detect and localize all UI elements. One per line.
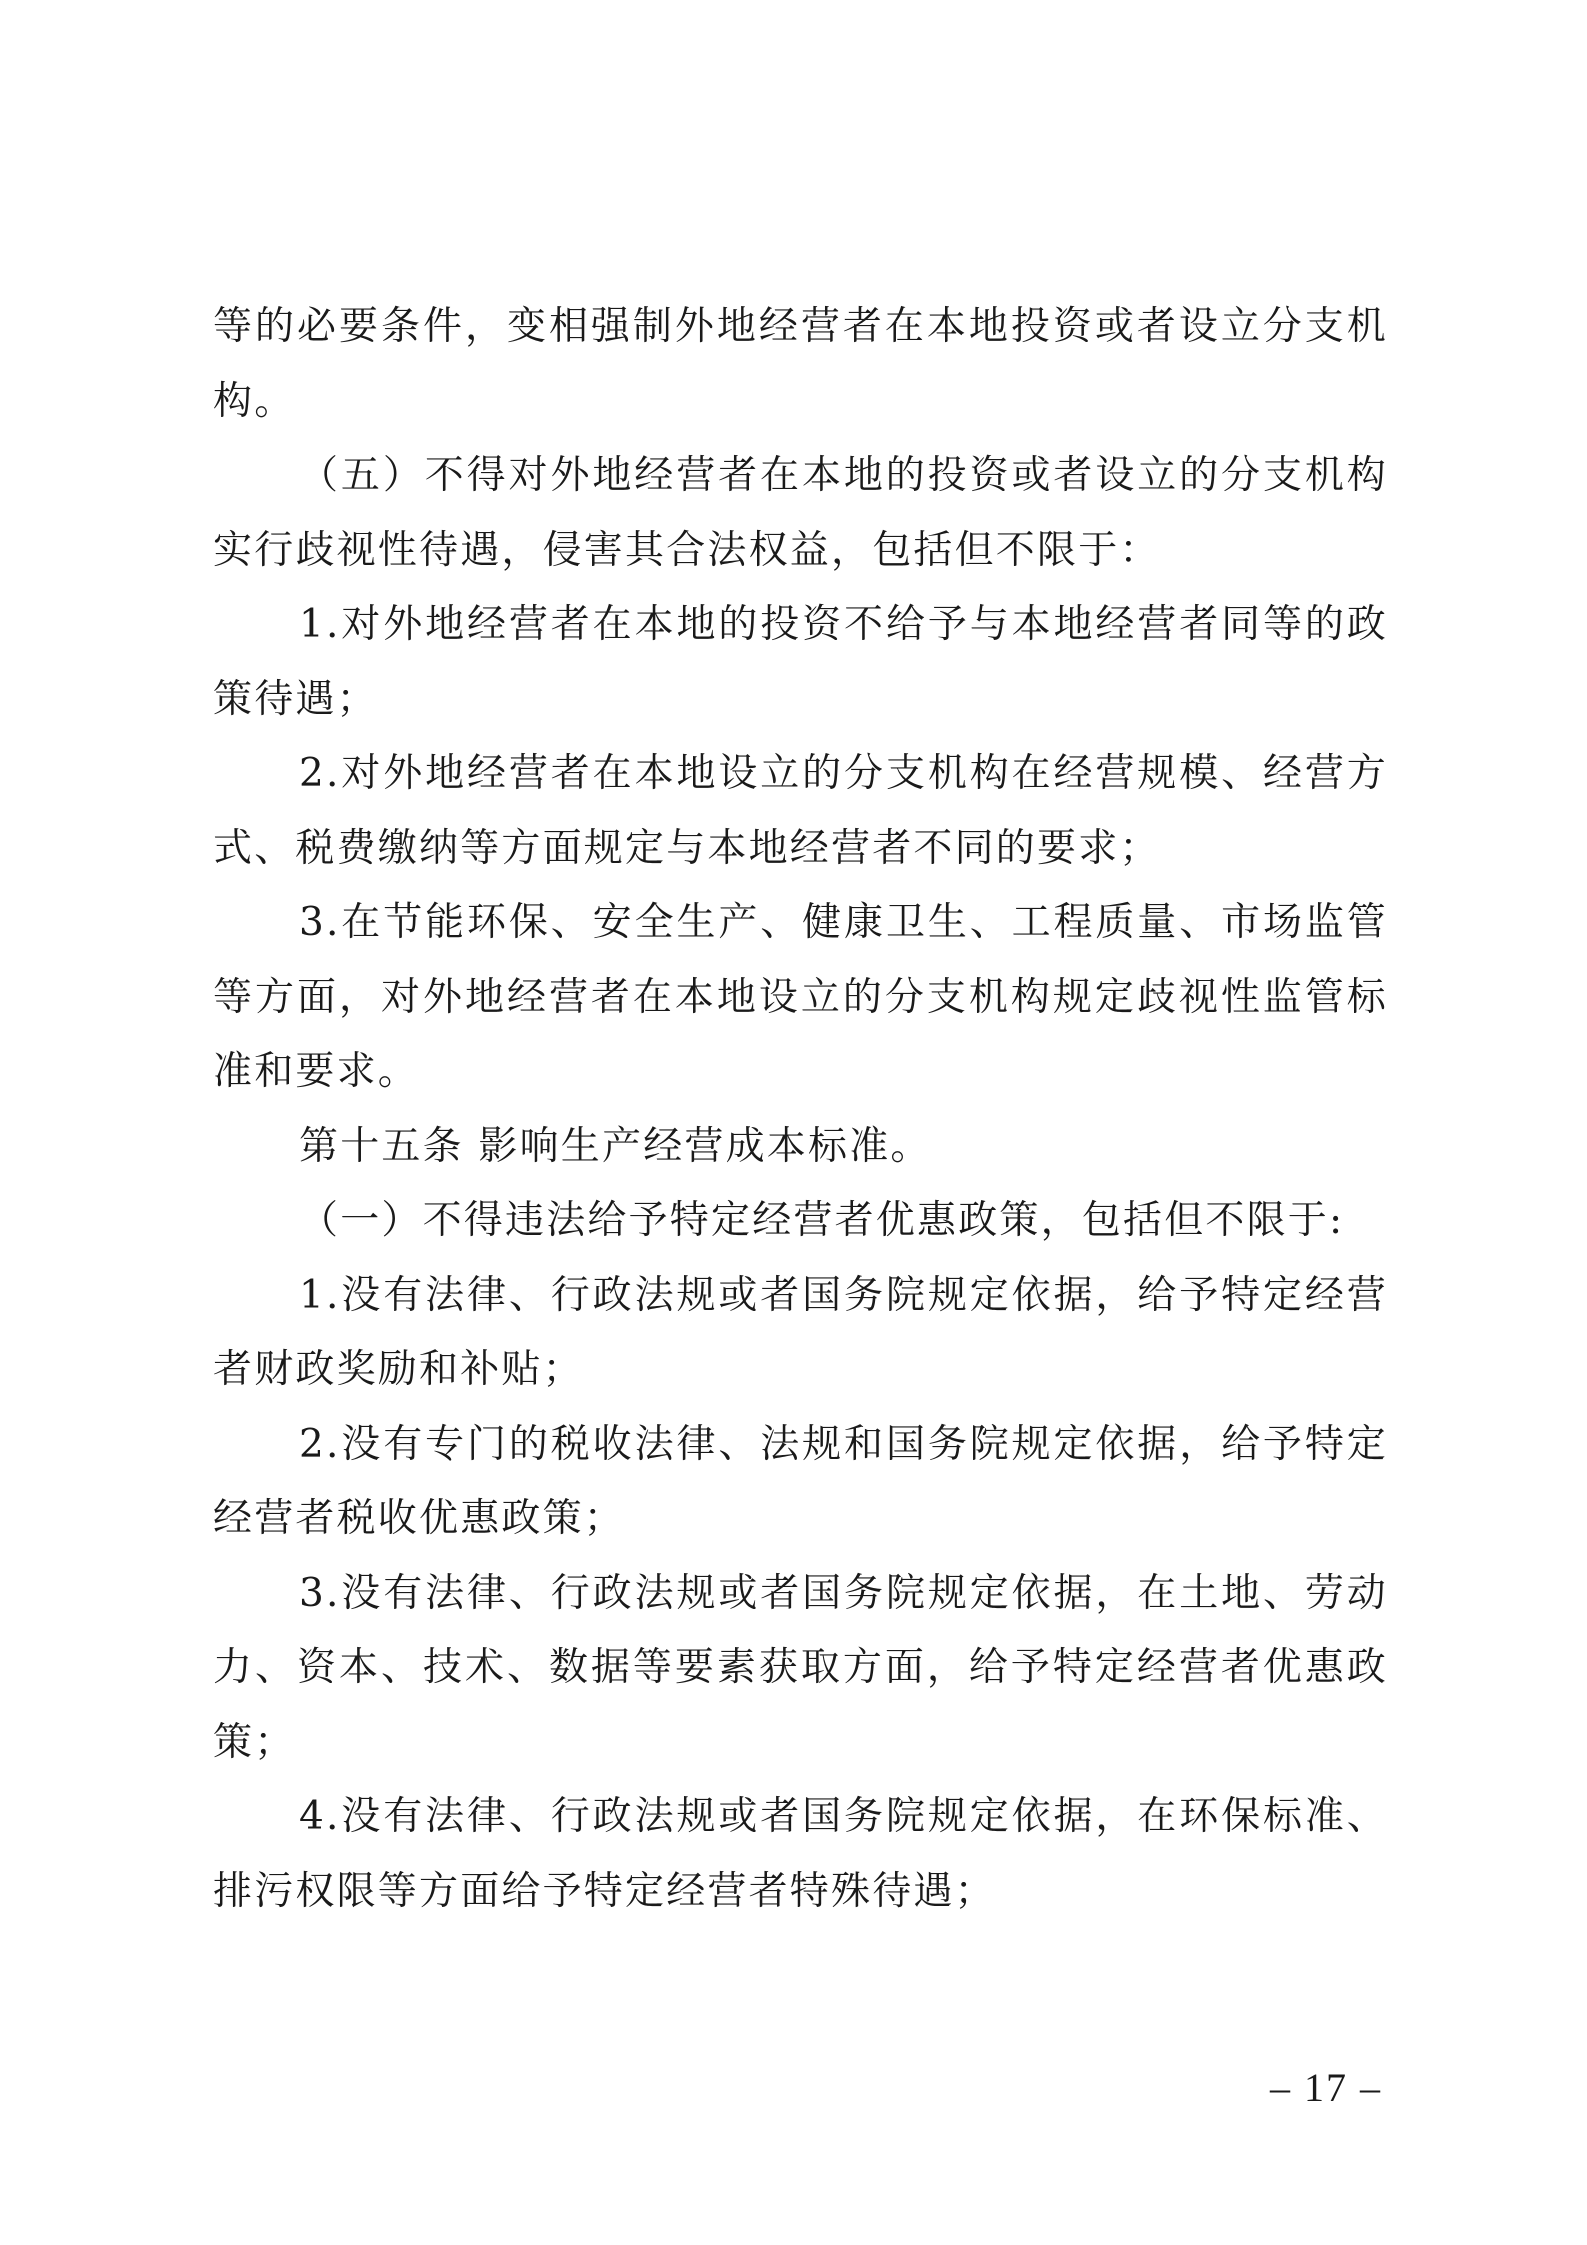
paragraph-item-3b: 3.没有法律、行政法规或者国务院规定依据，在土地、劳动力、资本、技术、数据等要素获取方面，给予特定经营者优惠政策；	[213, 1570, 1388, 1765]
paragraph-clause-1: （一）不得违法给予特定经营者优惠政策，包括但不限于:	[299, 1198, 1345, 1243]
paragraph-item-1b: 1.没有法律、行政法规或者国务院规定依据，给予特定经营者财政奖励和补贴；	[213, 1272, 1388, 1392]
document-body	[213, 290, 1388, 1929]
page-number: – 17 –	[1270, 2065, 1382, 2110]
paragraph-item-2: 2.对外地经营者在本地设立的分支机构在经营规模、经营方式、税费缴纳等方面规定与本地经营者不同的要求；	[213, 751, 1388, 871]
paragraph-item-4b: 4.没有法律、行政法规或者国务院规定依据，在环保标准、排污权限等方面给予特定经营者特殊待遇；	[213, 1794, 1388, 1914]
paragraph-item-2b: 2.没有专门的税收法律、法规和国务院规定依据，给予特定经营者税收优惠政策；	[213, 1421, 1388, 1541]
paragraph-clause-5: （五）不得对外地经营者在本地的投资或者设立的分支机构实行歧视性待遇，侵害其合法权益，包括但不限于：	[213, 453, 1388, 573]
paragraph-continuation: 等的必要条件，变相强制外地经营者在本地投资或者设立分支机构。	[213, 304, 1388, 424]
article-15-heading: 第十五条 影响生产经营成本标准。	[299, 1123, 932, 1169]
paragraph-item-1: 1.对外地经营者在本地的投资不给予与本地经营者同等的政策待遇；	[213, 602, 1388, 722]
paragraph-item-3: 3.在节能环保、安全生产、健康卫生、工程质量、市场监管等方面，对外地经营者在本地设立的分支机构规定歧视性监管标准和要求。	[213, 900, 1388, 1094]
